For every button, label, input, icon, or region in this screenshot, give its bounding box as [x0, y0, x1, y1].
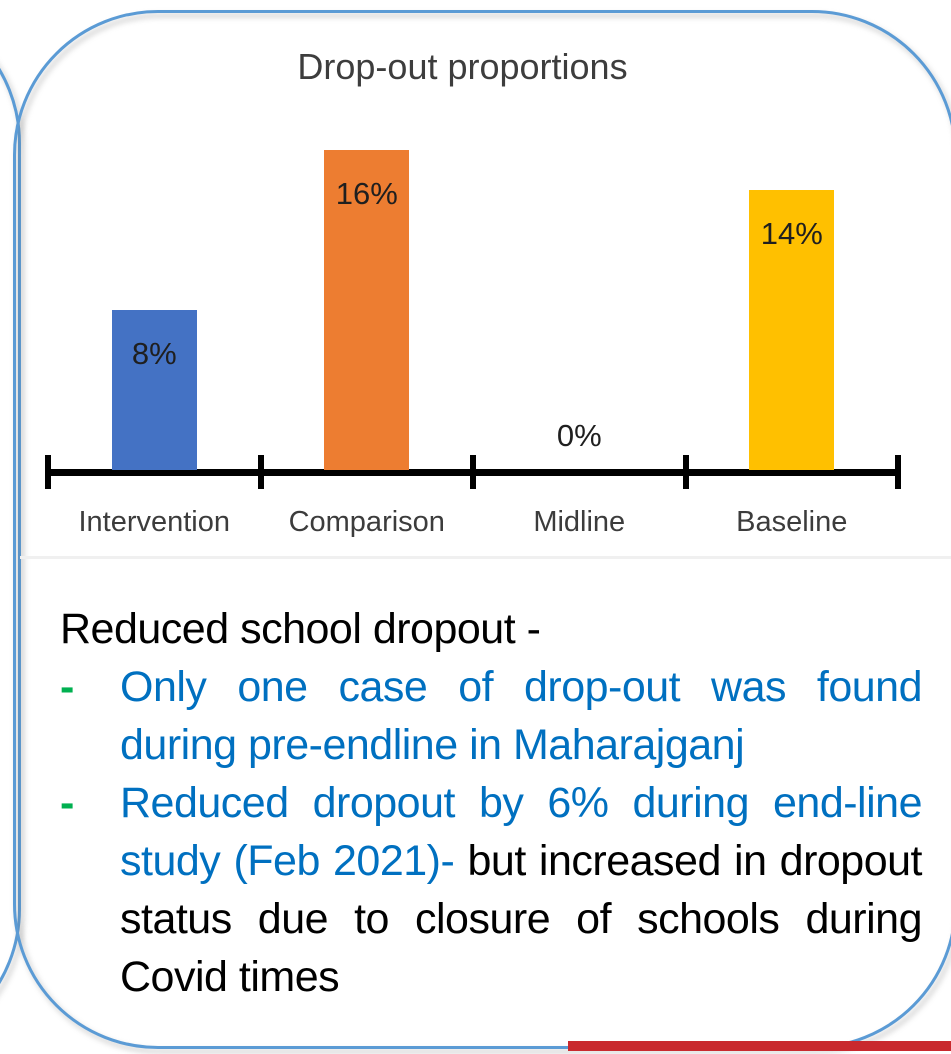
- bullet-item-1: [60, 658, 922, 774]
- data-label-intervention: 8%: [131, 336, 177, 371]
- data-label-baseline: 14%: [760, 216, 823, 251]
- axis-tick: [683, 455, 689, 489]
- bullet-dash-marker: -: [60, 663, 74, 711]
- data-label-midline: 0%: [556, 418, 602, 453]
- bullet-dash-marker: -: [60, 779, 74, 827]
- chart-bottom-edge: [20, 556, 951, 559]
- bullet-text-2: [120, 774, 922, 1006]
- bullet-text-segment: but increased in dropout status due to closure of schools during Covid times: [120, 837, 923, 1001]
- category-label-midline: Midline: [533, 506, 626, 538]
- bar-intervention: [112, 310, 197, 470]
- axis-tick: [470, 455, 476, 489]
- axis-tick: [895, 455, 901, 489]
- chart-title: Drop-out proportions: [297, 46, 628, 87]
- caption-heading: Reduced school dropout -: [60, 605, 541, 653]
- data-label-comparison: 16%: [335, 176, 398, 211]
- bullet-item-2: [60, 774, 922, 1006]
- category-label-baseline: Baseline: [736, 506, 848, 538]
- axis-tick: [45, 455, 51, 489]
- caption-text-block: [60, 600, 922, 1006]
- red-accent-bar: [568, 1041, 951, 1051]
- bullet-text-1: [120, 658, 922, 774]
- bullet-list: [60, 658, 922, 1006]
- bullet-text-segment: Reduced dropout by 6% during end-line study (Feb 2021)-: [120, 779, 922, 885]
- bullet-text-segment: Only one case of drop-out was found during pre-endline in Maharajganj: [120, 663, 922, 769]
- axis-tick: [258, 455, 264, 489]
- category-label-intervention: Intervention: [78, 506, 231, 538]
- category-label-comparison: Comparison: [288, 506, 445, 538]
